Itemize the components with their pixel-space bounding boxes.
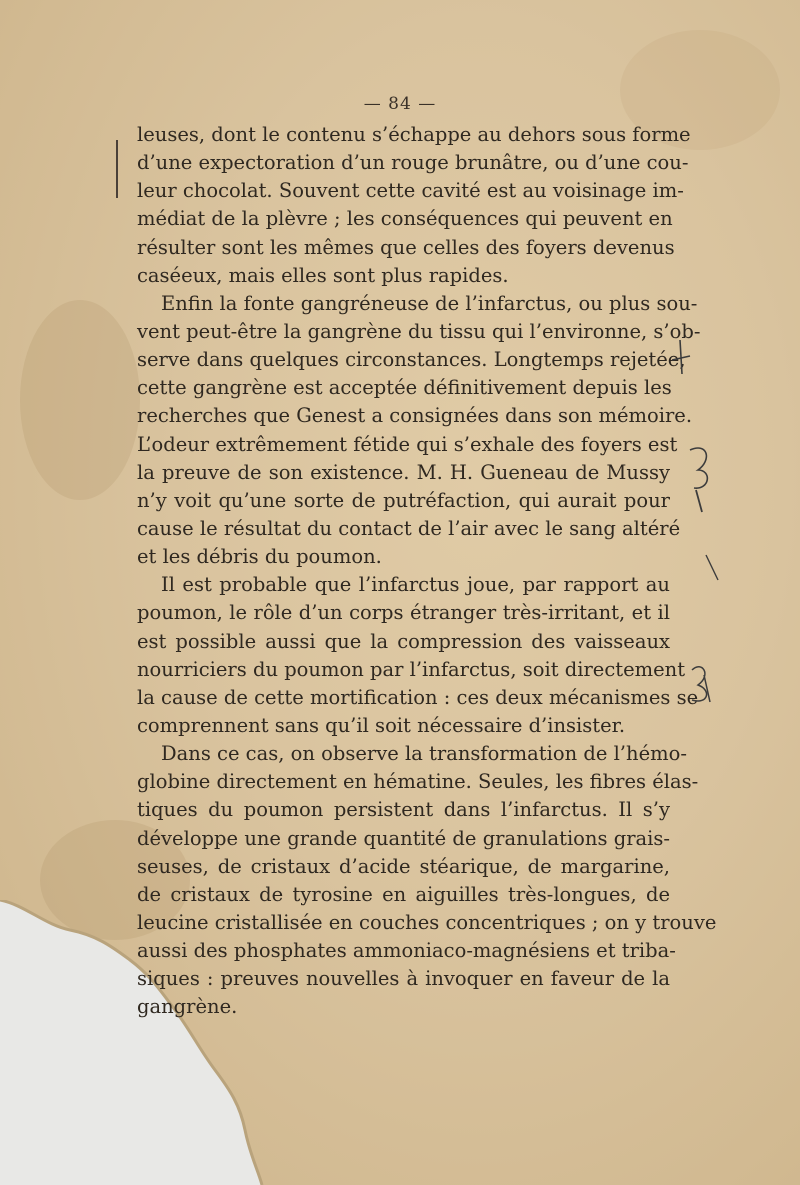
text-line: de cristaux de tyrosine en aiguilles très-longues, de — [137, 882, 670, 906]
margin-bracket — [116, 140, 124, 198]
text-line: cette gangrène est acceptée définitivement depuis les — [137, 376, 672, 400]
text-line: cause le résultat du contact de l’air avec le sang altéré — [137, 516, 681, 540]
text-line: caséeux, mais elles sont plus rapides. — [137, 263, 509, 287]
text-line: d’une expectoration d’un rouge brunâtre, ou d’une cou- — [137, 151, 689, 175]
handwritten-margin-marks — [668, 330, 778, 730]
text-line: poumon, le rôle d’un corps étranger très-irritant, et il — [137, 601, 670, 625]
text-line: seuses, de cristaux d’acide stéarique, de margarine, — [137, 854, 670, 878]
text-line: serve dans quelques circonstances. Longtemps rejetée, — [137, 348, 686, 372]
text-line: gangrène. — [137, 995, 238, 1019]
text-line: Enfin la fonte gangréneuse de l’infarctus, ou plus sou- — [161, 291, 698, 315]
text-line: Dans ce cas, on observe la transformation de l’hémo- — [161, 742, 687, 766]
text-line: et les débris du poumon. — [137, 545, 382, 569]
text-line: aussi des phosphates ammoniaco-magnésiens et triba- — [137, 939, 676, 963]
paper-stain — [20, 300, 140, 500]
text-line: leucine cristallisée en couches concentriques ; on y trouve — [137, 910, 717, 934]
text-line: développe une grande quantité de granulations grais- — [137, 826, 670, 850]
text-line: la preuve de son existence. M. H. Gueneau de Mussy — [137, 460, 670, 484]
text-line: globine directement en hématine. Seules, les fibres élas- — [137, 770, 699, 794]
text-line: résulter sont les mêmes que celles des foyers devenus — [137, 235, 675, 259]
text-line: nourriciers du poumon par l’infarctus, soit directement — [137, 657, 686, 681]
body-text — [137, 121, 717, 1022]
text-line: est possible aussi que la compression des vaisseaux — [137, 629, 670, 653]
text-line: siques : preuves nouvelles à invoquer en faveur de la — [137, 967, 670, 991]
page-number: — 84 — — [363, 94, 437, 114]
text-line: tiques du poumon persistent dans l’infarctus. Il s’y — [137, 798, 670, 822]
text-line: Il est probable que l’infarctus joue, par rapport au — [161, 573, 670, 597]
text-line: vent peut-être la gangrène du tissu qui l’environne, s’ob- — [137, 319, 701, 343]
text-line: leuses, dont le contenu s’échappe au dehors sous forme — [137, 123, 691, 146]
text-line: médiat de la plèvre ; les conséquences qui peuvent en — [137, 207, 673, 231]
text-line: recherches que Genest a consignées dans son mémoire. — [137, 404, 693, 428]
text-line: n’y voit qu’une sorte de putréfaction, qui aurait pour — [137, 488, 670, 512]
text-line: comprennent sans qu’il soit nécessaire d’insister. — [137, 713, 626, 737]
text-line: leur chocolat. Souvent cette cavité est au voisinage im- — [137, 179, 684, 203]
text-line: L’odeur extrêmement fétide qui s’exhale des foyers est — [137, 432, 678, 456]
text-line: la cause de cette mortification : ces deux mécanismes se — [137, 685, 699, 709]
